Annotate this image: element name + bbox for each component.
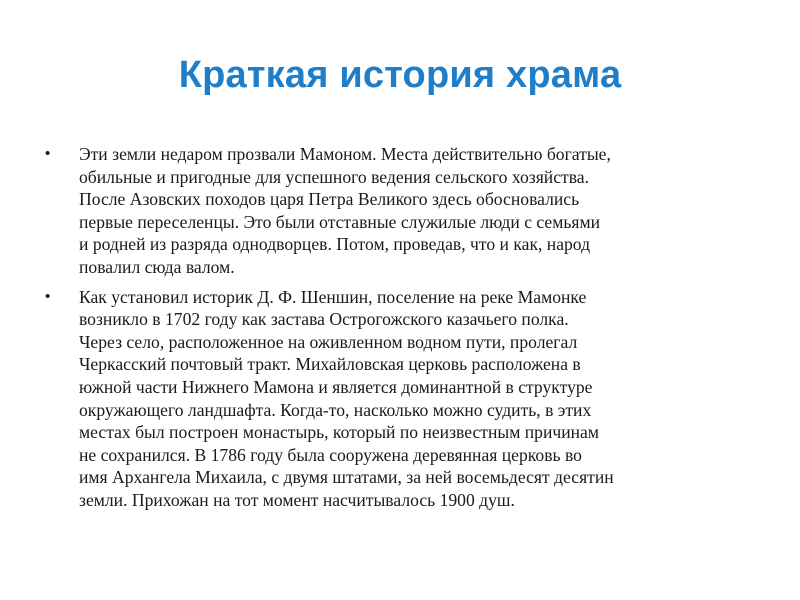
- bullet-text-line: имя Архангела Михаила, с двумя штатами, за ней восемьдесят десятин: [79, 467, 614, 488]
- bullet-icon: •: [45, 145, 51, 162]
- bullet-text-line: Черкасский почтовый тракт. Михайловская церковь расположена в: [79, 354, 581, 375]
- bullet-text-line: южной части Нижнего Мамона и является доминантной в структуре: [79, 376, 593, 397]
- bullet-text-line: Как установил историк Д. Ф. Шеншин, поселение на реке Мамонке: [79, 286, 587, 307]
- bullet-icon: •: [45, 287, 51, 305]
- bullet-text-line: Эти земли недаром прозвали Мамоном. Места действительно богатые,: [79, 144, 611, 164]
- bullet-text-line: Через село, расположенное на оживленном водном пути, пролегал: [79, 331, 578, 352]
- bullet-text-line: После Азовских походов царя Петра Великого здесь обосновались: [79, 189, 580, 210]
- bullet-item: [45, 143, 757, 279]
- bullet-text-line: возникло в 1702 году как застава Острогожского казачьего полка.: [79, 309, 569, 330]
- bullet-text-line: первые переселенцы. Это были отставные служилые люди с семьями: [79, 211, 601, 232]
- bullet-list: [45, 143, 757, 519]
- bullet-text-line: окружающего ландшафта. Когда-то, насколько можно судить, в этих: [79, 399, 592, 420]
- slide-title: Краткая история храма: [178, 54, 622, 96]
- bullet-text-line: земли. Прихожан на тот момент насчитывалось 1900 душ.: [79, 489, 515, 510]
- bullet-text-line: местах был построен монастырь, который по неизвестным причинам: [79, 422, 600, 443]
- bullet-text-line: и родней из разряда однодворцев. Потом, проведав, что и как, народ: [79, 234, 591, 255]
- bullet-text-line: повалил сюда валом.: [79, 256, 235, 277]
- bullet-text-line: не сохранился. В 1786 году была сооружена деревянная церковь во: [79, 444, 582, 465]
- bullet-text-line: обильные и пригодные для успешного ведения сельского хозяйства.: [79, 166, 589, 187]
- bullet-item: [45, 286, 757, 512]
